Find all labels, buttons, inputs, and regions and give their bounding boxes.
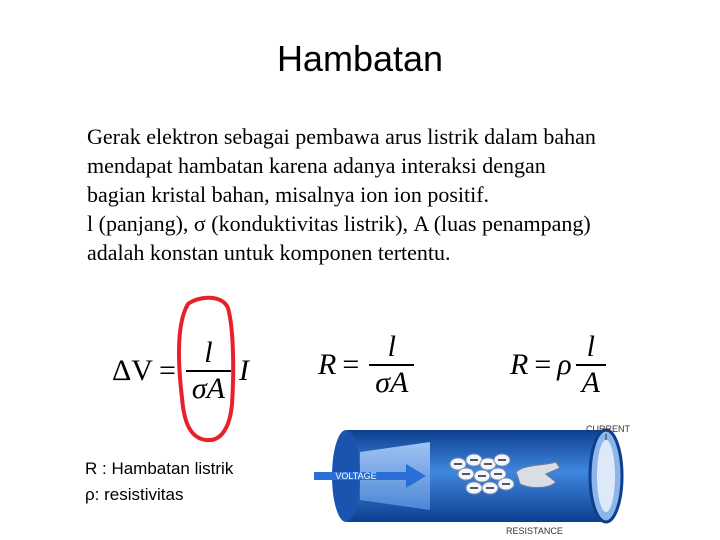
page-title: Hambatan bbox=[276, 38, 444, 79]
eq3-equals: = bbox=[534, 348, 552, 381]
paragraph-line-5: adalah konstan untuk komponen tertentu. bbox=[87, 240, 451, 265]
equation-resistivity bbox=[510, 330, 610, 400]
description-paragraph bbox=[87, 122, 687, 267]
eq1-numerator: l bbox=[204, 336, 213, 369]
resistance-label: RESISTANCE bbox=[506, 526, 563, 536]
eq3-lhs: R bbox=[510, 348, 529, 381]
eq2-numerator: l bbox=[387, 330, 396, 363]
equation-resistance bbox=[318, 330, 418, 400]
eq2-fraction bbox=[369, 330, 414, 400]
paragraph-line-1: Gerak elektron sebagai pembawa arus listrik dalam bahan bbox=[87, 124, 596, 149]
current-label: CURRENT bbox=[586, 424, 630, 434]
conductor-illustration bbox=[310, 412, 642, 540]
legend-resistance: R : Hambatan listrik bbox=[85, 459, 234, 478]
legend-resistivity: ρ: resistivitas bbox=[85, 485, 184, 504]
eq1-equals: = bbox=[158, 354, 176, 387]
eq2-denominator: σA bbox=[375, 366, 409, 399]
eq1-lhs: ΔV bbox=[112, 354, 153, 387]
paragraph-line-2: mendapat hambatan karena adanya interaksi dengan bbox=[87, 153, 546, 178]
eq3-fraction bbox=[576, 330, 606, 400]
eq3-coefficient: ρ bbox=[557, 348, 572, 381]
eq3-denominator: A bbox=[581, 366, 600, 399]
eq1-rhs: I bbox=[239, 354, 250, 387]
eq2-equals: = bbox=[342, 348, 360, 381]
eq2-lhs: R bbox=[318, 348, 337, 381]
paragraph-line-3: bagian kristal bahan, misalnya ion ion positif. bbox=[87, 182, 490, 207]
voltage-label: VOLTAGE bbox=[335, 471, 377, 481]
legend bbox=[85, 456, 233, 508]
eq3-numerator: l bbox=[586, 330, 595, 363]
highlight-circle bbox=[172, 294, 242, 444]
eq1-denominator: σA bbox=[191, 372, 226, 405]
paragraph-line-4: l (panjang), σ (konduktivitas listrik), A (luas penampang) bbox=[87, 211, 591, 236]
